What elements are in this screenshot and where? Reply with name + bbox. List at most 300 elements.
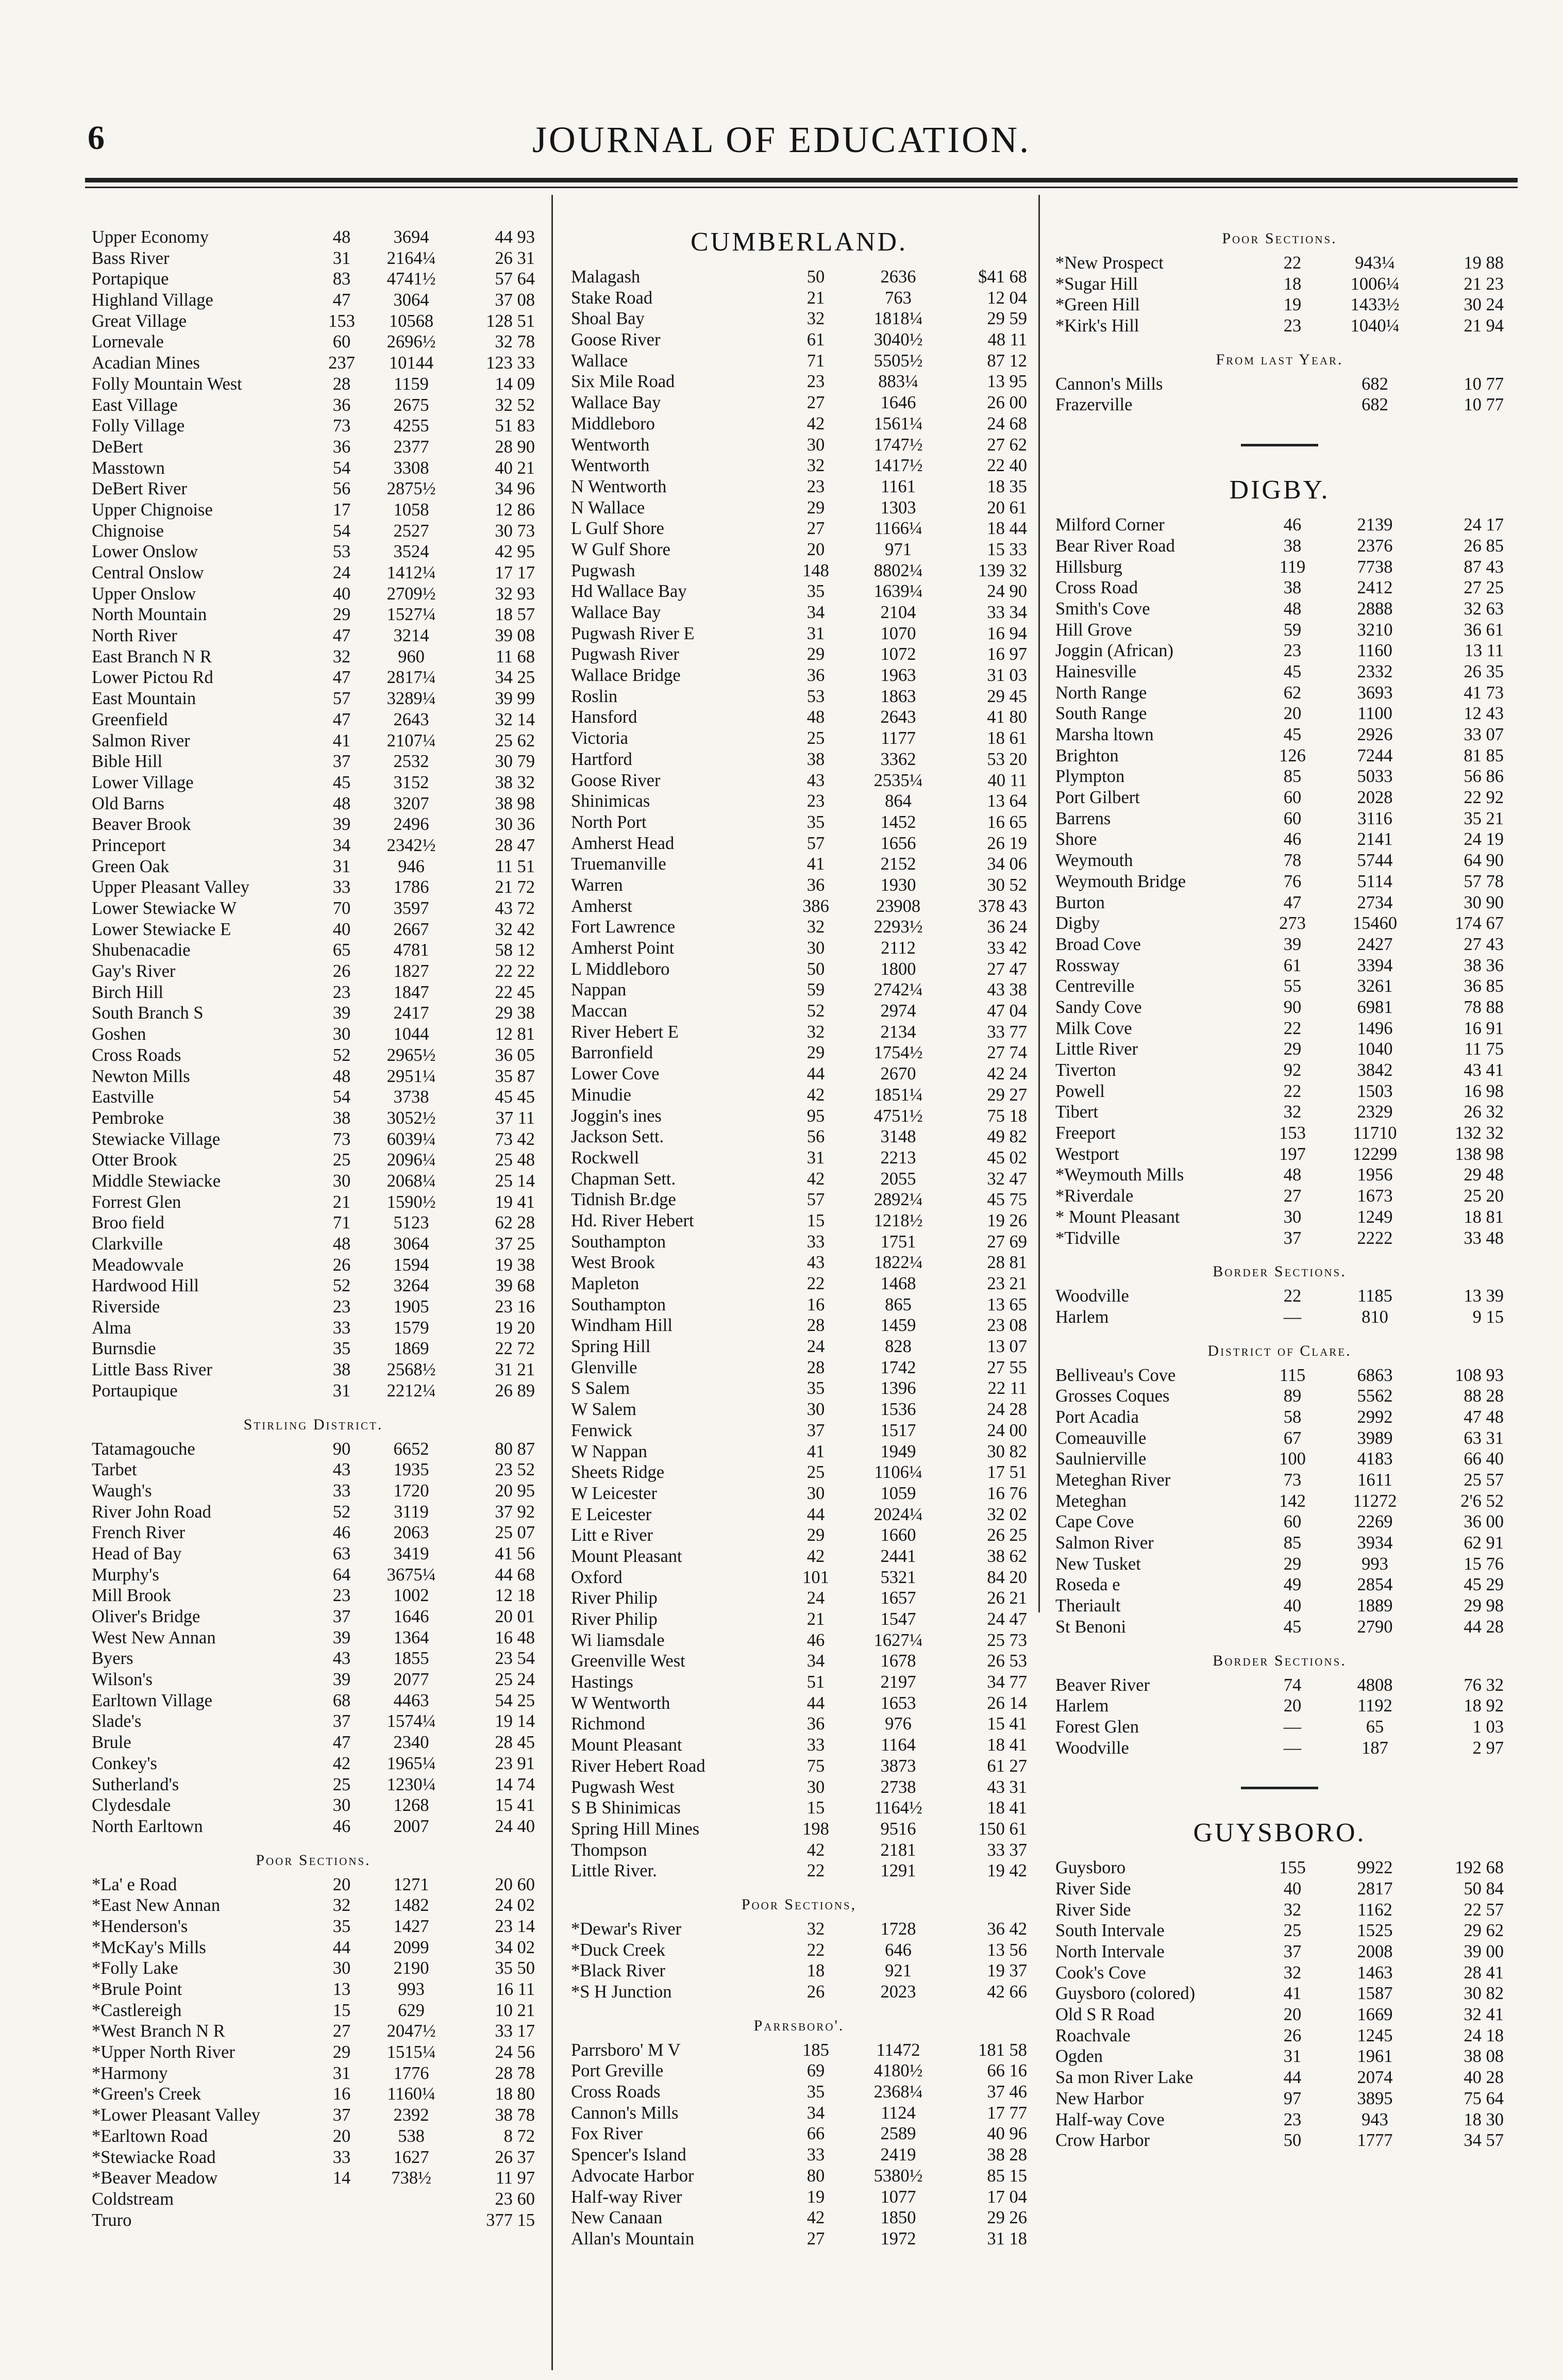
amount: 36 42 bbox=[987, 1919, 1027, 1939]
attendance: 2643 bbox=[393, 709, 429, 729]
teachers: 31 bbox=[1283, 2046, 1302, 2067]
amount: 12 18 bbox=[495, 1586, 535, 1606]
teachers: 31 bbox=[332, 2063, 351, 2083]
table-row bbox=[92, 395, 535, 416]
attendance: 3394 bbox=[1357, 955, 1393, 975]
attendance: 2213 bbox=[880, 1147, 916, 1168]
table-row bbox=[92, 1895, 535, 1916]
teachers: 39 bbox=[332, 814, 351, 835]
amount: 29 26 bbox=[987, 2208, 1027, 2228]
place-name: *East New Annan bbox=[92, 1895, 221, 1916]
place-name: Beaver River bbox=[1055, 1675, 1150, 1695]
teachers: 37 bbox=[1283, 1228, 1302, 1248]
table-row bbox=[92, 1916, 535, 1937]
teachers: 29 bbox=[806, 1525, 825, 1545]
amount: 43 31 bbox=[987, 1777, 1027, 1797]
teachers: 49 bbox=[1283, 1575, 1302, 1595]
table-row bbox=[571, 686, 1027, 707]
attendance: 2667 bbox=[393, 919, 429, 939]
table-row bbox=[571, 476, 1027, 497]
place-name: North Port bbox=[571, 812, 647, 832]
attendance: 5123 bbox=[393, 1213, 429, 1233]
section-heading: Parrsboro'. bbox=[753, 2017, 845, 2034]
table-row bbox=[571, 1294, 1027, 1316]
teachers: 25 bbox=[806, 728, 825, 748]
place-name: *S H Junction bbox=[571, 1982, 672, 2002]
place-name: Byers bbox=[92, 1649, 133, 1669]
place-name: Hainesville bbox=[1055, 661, 1137, 681]
place-name: Shoal Bay bbox=[571, 309, 645, 329]
amount: 28 81 bbox=[987, 1253, 1027, 1273]
place-name: Barronfield bbox=[571, 1043, 653, 1063]
place-name: Port Greville bbox=[571, 2061, 664, 2081]
table-row bbox=[571, 1189, 1027, 1210]
attendance: 2368¼ bbox=[873, 2082, 923, 2102]
place-name: Meadowvale bbox=[92, 1255, 184, 1275]
place-name: Harlem bbox=[1055, 1307, 1109, 1327]
table-row bbox=[92, 1606, 535, 1627]
table-row bbox=[92, 898, 535, 919]
teachers bbox=[321, 2189, 362, 2210]
amount: 19 42 bbox=[987, 1861, 1027, 1881]
table-row bbox=[571, 938, 1027, 959]
table-row bbox=[92, 437, 535, 458]
journal-title: JOURNAL OF EDUCATION. bbox=[532, 119, 1031, 160]
teachers: 33 bbox=[332, 2147, 351, 2167]
amount: 30 36 bbox=[495, 814, 535, 835]
teachers: 60 bbox=[1283, 808, 1302, 828]
amount: 22 22 bbox=[495, 961, 535, 981]
amount: 26 85 bbox=[1464, 536, 1504, 556]
teachers: 26 bbox=[332, 1255, 351, 1275]
amount: 32 14 bbox=[495, 709, 535, 729]
amount: 24 28 bbox=[987, 1400, 1027, 1420]
amount: 38 78 bbox=[495, 2105, 535, 2125]
attendance: 2074 bbox=[1357, 2068, 1393, 2088]
attendance: 2007 bbox=[393, 1816, 429, 1836]
attendance: 2190 bbox=[393, 1958, 429, 1978]
attendance: 682 bbox=[1362, 395, 1388, 415]
table-row bbox=[92, 541, 535, 562]
place-name: *Stewiacke Road bbox=[92, 2147, 216, 2167]
table-row bbox=[92, 940, 535, 961]
teachers: 37 bbox=[806, 1420, 825, 1440]
teachers: 44 bbox=[806, 1504, 825, 1524]
place-name: Ogden bbox=[1055, 2046, 1103, 2067]
teachers: 48 bbox=[332, 1234, 351, 1254]
table-row bbox=[1055, 1878, 1504, 1900]
attendance: 810 bbox=[1362, 1307, 1388, 1327]
teachers: 36 bbox=[806, 875, 825, 895]
attendance: 1657 bbox=[880, 1588, 916, 1608]
amount: 378 43 bbox=[978, 896, 1027, 916]
teachers: 54 bbox=[332, 1087, 351, 1107]
table-row bbox=[1055, 2109, 1504, 2131]
amount: 28 47 bbox=[495, 835, 535, 855]
place-name: *Upper North River bbox=[92, 2042, 235, 2062]
attendance: 3693 bbox=[1357, 683, 1393, 703]
amount: 10 77 bbox=[1464, 395, 1504, 415]
amount: 39 99 bbox=[495, 689, 535, 709]
place-name: River Philip bbox=[571, 1609, 658, 1629]
amount: 24 40 bbox=[495, 1816, 535, 1836]
place-name: West Brook bbox=[571, 1253, 655, 1273]
table-row bbox=[571, 1462, 1027, 1483]
section-heading: CUMBERLAND. bbox=[690, 227, 908, 257]
amount: 32 42 bbox=[495, 919, 535, 939]
attendance: 1827 bbox=[393, 961, 429, 981]
teachers: 26 bbox=[1283, 2025, 1302, 2045]
place-name: Minudie bbox=[571, 1085, 631, 1105]
place-name: Glenville bbox=[571, 1357, 637, 1377]
teachers: 48 bbox=[806, 707, 825, 727]
table-section bbox=[571, 2003, 1027, 2250]
place-name: Murphy's bbox=[92, 1565, 159, 1585]
attendance: 3261 bbox=[1357, 976, 1393, 996]
amount: 24 00 bbox=[987, 1420, 1027, 1440]
amount: 80 87 bbox=[495, 1439, 535, 1459]
place-name: *Riverdale bbox=[1055, 1186, 1134, 1206]
place-name: Comeauville bbox=[1055, 1428, 1147, 1448]
amount: 16 98 bbox=[1464, 1081, 1504, 1101]
amount: 38 08 bbox=[1464, 2046, 1504, 2067]
teachers: 35 bbox=[332, 1339, 351, 1359]
table-row bbox=[92, 856, 535, 877]
place-name: W Leicester bbox=[571, 1483, 657, 1503]
amount: 23 52 bbox=[495, 1460, 535, 1480]
table-row bbox=[1055, 808, 1504, 829]
table-row bbox=[92, 793, 535, 814]
teachers: 45 bbox=[1283, 1617, 1302, 1637]
table-row bbox=[1055, 2046, 1504, 2067]
place-name: Nappan bbox=[571, 980, 627, 1000]
attendance: 4463 bbox=[393, 1690, 429, 1710]
table-row bbox=[92, 1585, 535, 1606]
amount: 50 84 bbox=[1464, 1878, 1504, 1899]
attendance: 1040 bbox=[1357, 1039, 1393, 1059]
teachers: 27 bbox=[332, 2021, 351, 2041]
attendance: 976 bbox=[885, 1714, 912, 1734]
teachers: 19 bbox=[806, 2187, 825, 2207]
teachers: 26 bbox=[806, 1982, 825, 2002]
amount: 41 80 bbox=[987, 707, 1027, 727]
table-row bbox=[571, 707, 1027, 728]
table-row bbox=[1055, 2004, 1504, 2025]
table-row bbox=[92, 835, 535, 856]
amount: 27 69 bbox=[987, 1231, 1027, 1252]
place-name: Middle Stewiacke bbox=[92, 1171, 221, 1191]
amount: 38 36 bbox=[1464, 955, 1504, 975]
place-name: Little River bbox=[1055, 1039, 1138, 1059]
teachers: 40 bbox=[1283, 1878, 1302, 1899]
place-name: Weymouth Bridge bbox=[1055, 871, 1186, 891]
place-name: Roslin bbox=[571, 686, 618, 706]
attendance: 1070 bbox=[880, 623, 916, 643]
place-name: River Hebert Road bbox=[571, 1756, 705, 1776]
place-name: Joggin's ines bbox=[571, 1106, 662, 1126]
attendance: 946 bbox=[398, 856, 425, 876]
teachers: 38 bbox=[1283, 536, 1302, 556]
teachers: — bbox=[1283, 1717, 1302, 1737]
table-row bbox=[1055, 703, 1504, 724]
table-row bbox=[92, 458, 535, 479]
amount: 32 47 bbox=[987, 1169, 1027, 1189]
teachers: 185 bbox=[802, 2040, 829, 2060]
table-row bbox=[92, 1338, 535, 1359]
place-name: *Duck Creek bbox=[571, 1940, 665, 1960]
attendance: 1611 bbox=[1357, 1470, 1392, 1490]
attendance: 2951¼ bbox=[386, 1066, 436, 1086]
amount: 36 05 bbox=[495, 1045, 535, 1065]
table-row bbox=[1055, 1123, 1504, 1144]
teachers: 47 bbox=[332, 626, 351, 646]
teachers: 126 bbox=[1279, 745, 1306, 765]
table-row bbox=[92, 248, 535, 269]
place-name: Lower Village bbox=[92, 772, 194, 792]
teachers: 22 bbox=[806, 1861, 825, 1881]
table-row bbox=[571, 2144, 1027, 2166]
place-name: *Folly Lake bbox=[92, 1958, 178, 1978]
teachers: 50 bbox=[1283, 2131, 1302, 2151]
attendance: 3064 bbox=[393, 290, 429, 310]
teachers: 59 bbox=[806, 980, 825, 1000]
section-heading: District of Clare. bbox=[1207, 1342, 1352, 1359]
place-name: Hill Grove bbox=[1055, 620, 1132, 640]
place-name: Meteghan bbox=[1055, 1491, 1127, 1511]
amount: 139 32 bbox=[978, 560, 1027, 580]
attendance: 2055 bbox=[880, 1169, 916, 1189]
place-name: St Benoni bbox=[1055, 1617, 1127, 1637]
table-row bbox=[571, 1567, 1027, 1588]
attendance: 2535¼ bbox=[873, 770, 923, 790]
place-name: *Beaver Meadow bbox=[92, 2168, 218, 2188]
table-row bbox=[571, 1042, 1027, 1063]
place-name: Joggin (African) bbox=[1055, 641, 1173, 661]
teachers: 37 bbox=[332, 1711, 351, 1732]
amount: 1 03 bbox=[1472, 1717, 1504, 1737]
table-row bbox=[92, 2126, 535, 2147]
amount: 18 41 bbox=[987, 1798, 1027, 1818]
place-name: Windham Hill bbox=[571, 1316, 673, 1336]
table-row bbox=[571, 1860, 1027, 1882]
place-name: Saulnierville bbox=[1055, 1449, 1147, 1469]
place-name: North Mountain bbox=[92, 605, 207, 625]
attendance: 2419 bbox=[880, 2145, 916, 2165]
page-number: 6 bbox=[88, 119, 105, 157]
amount: 26 89 bbox=[495, 1380, 535, 1401]
place-name: *McKay's Mills bbox=[92, 1937, 206, 1957]
teachers: 273 bbox=[1279, 913, 1306, 934]
table-row bbox=[92, 1234, 535, 1255]
attendance: 6039¼ bbox=[386, 1129, 436, 1149]
teachers: 46 bbox=[1283, 829, 1302, 850]
table-row bbox=[571, 2103, 1027, 2124]
place-name: Portapique bbox=[92, 269, 169, 289]
table-row bbox=[571, 581, 1027, 602]
amount: 29 48 bbox=[1464, 1165, 1504, 1185]
place-name: DeBert River bbox=[92, 479, 187, 499]
place-name: *New Prospect bbox=[1055, 253, 1164, 273]
place-name: Fort Lawrence bbox=[571, 917, 676, 937]
attendance: 943 bbox=[1362, 2109, 1388, 2129]
teachers: 27 bbox=[806, 2228, 825, 2249]
teachers: 48 bbox=[332, 793, 351, 813]
amount: 33 07 bbox=[1464, 725, 1504, 744]
table-row bbox=[92, 1711, 535, 1732]
table-row bbox=[571, 455, 1027, 476]
table-row bbox=[1055, 1428, 1504, 1449]
teachers: 38 bbox=[1283, 578, 1302, 598]
place-name: Sa mon River Lake bbox=[1055, 2068, 1194, 2088]
attendance: 2152 bbox=[880, 854, 916, 874]
table-row bbox=[571, 1504, 1027, 1525]
amount: 28 41 bbox=[1464, 1962, 1504, 1983]
amount: $41 68 bbox=[978, 267, 1027, 287]
amount: 31 18 bbox=[987, 2228, 1027, 2249]
amount: 48 11 bbox=[987, 330, 1027, 350]
teachers: 23 bbox=[1283, 2109, 1302, 2129]
table-row bbox=[92, 500, 535, 521]
table-row bbox=[571, 435, 1027, 456]
teachers: 32 bbox=[1283, 1102, 1302, 1122]
amount: 12 86 bbox=[495, 500, 535, 520]
table-row bbox=[571, 2123, 1027, 2144]
teachers: 24 bbox=[332, 563, 351, 582]
attendance: 1965¼ bbox=[386, 1753, 436, 1773]
place-name: Riverside bbox=[92, 1297, 160, 1317]
amount: 32 41 bbox=[1464, 2005, 1504, 2025]
place-name: Freeport bbox=[1055, 1123, 1116, 1143]
attendance: 1161 bbox=[881, 476, 916, 496]
attendance: 1851¼ bbox=[873, 1085, 923, 1105]
amount: 42 24 bbox=[987, 1064, 1027, 1084]
teachers: 20 bbox=[806, 539, 825, 559]
attendance: 4255 bbox=[393, 416, 429, 436]
teachers: 54 bbox=[332, 521, 351, 541]
attendance: 2269 bbox=[1357, 1512, 1393, 1532]
place-name: Cross Roads bbox=[571, 2082, 661, 2102]
table-row bbox=[571, 1252, 1027, 1273]
teachers: 27 bbox=[806, 519, 825, 539]
place-name: Frazerville bbox=[1055, 395, 1133, 415]
teachers: 38 bbox=[806, 749, 825, 769]
teachers: 57 bbox=[332, 689, 351, 709]
table-row bbox=[571, 665, 1027, 686]
section-spacer bbox=[1055, 446, 1504, 475]
table-row bbox=[571, 1336, 1027, 1357]
attendance bbox=[362, 2189, 460, 2210]
amount: 39 08 bbox=[495, 626, 535, 646]
table-row bbox=[571, 1672, 1027, 1693]
teachers: 33 bbox=[806, 1735, 825, 1755]
amount: 27 47 bbox=[987, 959, 1027, 979]
teachers: 42 bbox=[332, 1753, 351, 1773]
amount: 26 25 bbox=[987, 1525, 1027, 1545]
amount: 34 96 bbox=[495, 479, 535, 499]
amount: 38 62 bbox=[987, 1546, 1027, 1566]
amount: 29 27 bbox=[987, 1085, 1027, 1105]
attendance: 1268 bbox=[393, 1795, 429, 1816]
attendance: 1627 bbox=[393, 2147, 429, 2167]
teachers: 23 bbox=[332, 982, 351, 1002]
amount: 33 34 bbox=[987, 603, 1027, 622]
teachers: 22 bbox=[1283, 1081, 1302, 1101]
table-row bbox=[571, 1982, 1027, 2003]
teachers: 142 bbox=[1279, 1491, 1306, 1511]
teachers: 14 bbox=[332, 2168, 351, 2188]
place-name: Hd. River Hebert bbox=[571, 1210, 694, 1230]
place-name: Guysboro bbox=[1055, 1858, 1126, 1878]
attendance: 7738 bbox=[1357, 557, 1393, 577]
amount: 34 77 bbox=[987, 1672, 1027, 1692]
place-name: Rockwell bbox=[571, 1147, 640, 1168]
teachers: 68 bbox=[332, 1690, 351, 1710]
table-row bbox=[571, 979, 1027, 1001]
table-row bbox=[92, 688, 535, 709]
table-row bbox=[92, 2168, 535, 2189]
teachers: 66 bbox=[806, 2124, 825, 2144]
place-name: Stake Road bbox=[571, 288, 653, 308]
teachers: 58 bbox=[1283, 1407, 1302, 1427]
teachers: 36 bbox=[806, 665, 825, 686]
table-row bbox=[571, 1001, 1027, 1022]
amount: 34 25 bbox=[495, 668, 535, 688]
place-name: River John Road bbox=[92, 1502, 211, 1522]
attendance: 3210 bbox=[1357, 620, 1393, 640]
amount: 17 51 bbox=[987, 1462, 1027, 1483]
attendance: 1427 bbox=[393, 1916, 429, 1936]
teachers: 30 bbox=[332, 1171, 351, 1191]
place-name: Chapman Sett. bbox=[571, 1169, 676, 1189]
amount: 15 41 bbox=[495, 1795, 535, 1816]
attendance: 2589 bbox=[880, 2124, 916, 2144]
place-name: Earltown Village bbox=[92, 1690, 212, 1710]
attendance: 1818¼ bbox=[873, 309, 923, 329]
amount: 37 08 bbox=[495, 290, 535, 310]
attendance: 2441 bbox=[880, 1546, 916, 1566]
amount: 22 92 bbox=[1464, 788, 1504, 808]
table-row bbox=[1055, 274, 1504, 295]
place-name: Spring Hill bbox=[571, 1337, 651, 1357]
place-name: Advocate Harbor bbox=[571, 2166, 694, 2186]
teachers: 30 bbox=[806, 1483, 825, 1503]
table-row bbox=[92, 1150, 535, 1171]
amount: 88 28 bbox=[1464, 1386, 1504, 1406]
attendance: 6981 bbox=[1357, 997, 1393, 1017]
teachers: 18 bbox=[1283, 274, 1302, 294]
place-name: Cross Road bbox=[1055, 578, 1138, 598]
place-name: Truro bbox=[92, 2210, 132, 2230]
teachers: 23 bbox=[806, 476, 825, 496]
teachers: 48 bbox=[1283, 598, 1302, 619]
table-row bbox=[571, 833, 1027, 854]
amount: 20 60 bbox=[495, 1874, 535, 1894]
amount: 27 43 bbox=[1464, 934, 1504, 954]
attendance: 3989 bbox=[1357, 1428, 1393, 1448]
teachers: 26 bbox=[332, 961, 351, 981]
table-row bbox=[92, 646, 535, 668]
teachers: 41 bbox=[332, 730, 351, 751]
place-name: Theriault bbox=[1055, 1596, 1121, 1616]
teachers: 73 bbox=[1283, 1470, 1302, 1490]
attendance: 2023 bbox=[880, 1982, 916, 2002]
table-row bbox=[571, 749, 1027, 770]
attendance: 1646 bbox=[393, 1607, 429, 1626]
table-row bbox=[1055, 997, 1504, 1018]
table-row bbox=[92, 478, 535, 500]
teachers: 50 bbox=[806, 267, 825, 287]
amount: 87 12 bbox=[987, 351, 1027, 371]
